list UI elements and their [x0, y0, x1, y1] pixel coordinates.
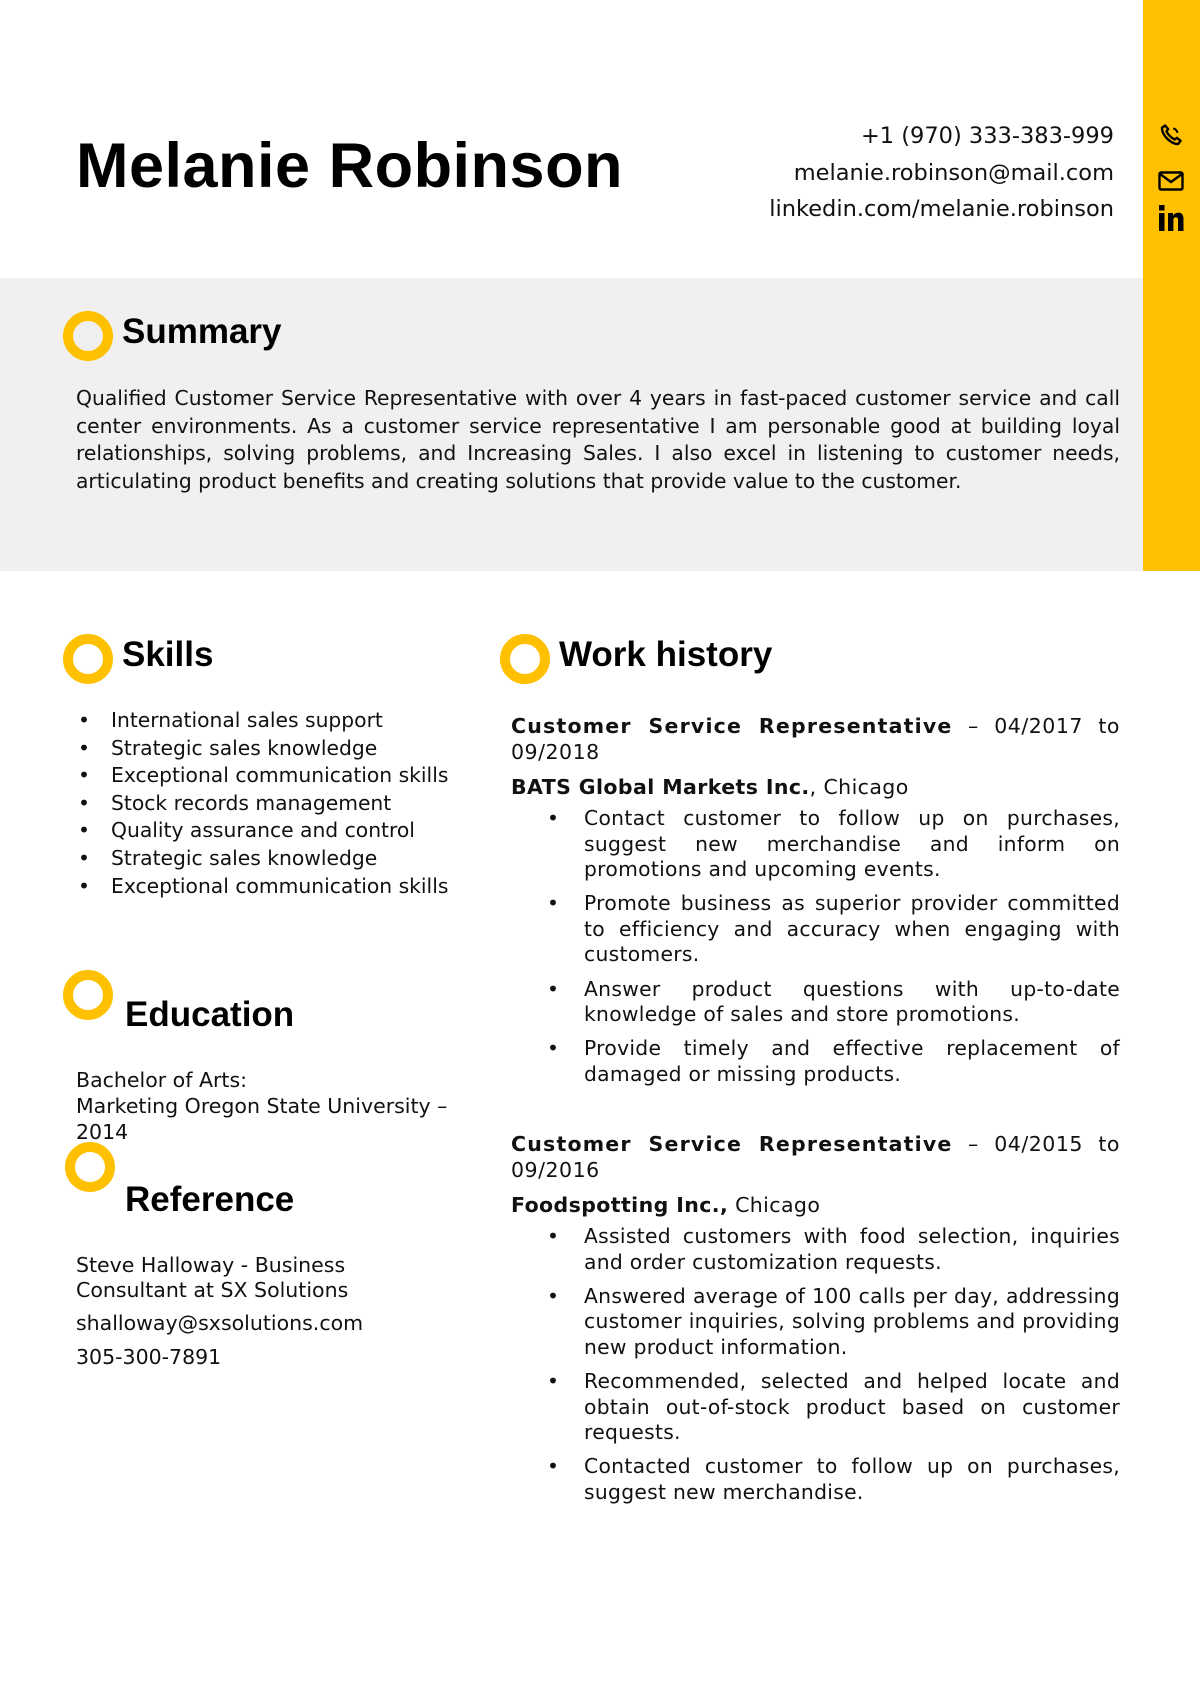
skill-item: • Quality assurance and control [78, 817, 452, 845]
job-bullet: • Answer product questions with up-to-date knowledge of sales and store promotions. [547, 977, 1120, 1028]
job-dates: – 04/2017 to 09/2018 [511, 714, 1120, 764]
email-address[interactable]: melanie.robinson@mail.com [793, 159, 1114, 186]
envelope-icon [1148, 165, 1193, 197]
education-heading: Education [125, 995, 295, 1034]
reference-email[interactable]: shalloway@sxsolutions.com [76, 1311, 364, 1335]
reference-name: Steve Halloway - Business Consultant at SX Solutions [76, 1253, 349, 1302]
job-title-line [511, 1131, 1120, 1183]
accent-sidebar [1143, 0, 1200, 571]
job-location: , Chicago [809, 775, 909, 799]
job-bullet: • Contacted customer to follow up on purchases, suggest new merchandise. [547, 1454, 1120, 1505]
candidate-name: Melanie Robinson [76, 131, 624, 201]
linkedin-icon [1148, 202, 1193, 234]
job-company-line [511, 774, 1120, 800]
skill-item: • Strategic sales knowledge [78, 845, 452, 873]
skill-item: • Exceptional communication skills [78, 873, 452, 901]
contact-info [769, 118, 1114, 228]
skills-ring-icon [63, 634, 113, 684]
job-bullet: • Recommended, selected and helped locate and obtain out-of-stock product based on customer requests. [547, 1369, 1120, 1446]
job-bullets [547, 806, 1120, 1087]
education-school: Marketing Oregon State University – 2014 [76, 1094, 448, 1144]
education-details [76, 1067, 456, 1145]
phone-number[interactable]: +1 (970) 333-383-999 [860, 123, 1114, 149]
job-entry [511, 713, 1120, 1096]
job-bullet: • Answered average of 100 calls per day, addressing customer inquiries, solving problems and providing new product information. [547, 1284, 1120, 1361]
summary-heading: Summary [122, 312, 282, 351]
job-bullet: • Assisted customers with food selection, inquiries and order customization requests. [547, 1224, 1120, 1275]
job-company-line [511, 1192, 1120, 1218]
linkedin-url[interactable]: linkedin.com/melanie.robinson [769, 196, 1114, 222]
job-entry [511, 1131, 1120, 1514]
reference-heading: Reference [125, 1180, 295, 1219]
summary-text: Qualified Customer Service Representative with over 4 years in fast-paced customer service and call center environments. As a customer service representative I am personable good at building loyal relationships, solving problems, and Increasing Sales. I also excel in listening to customer needs, articulating product benefits and creating solutions that provide value to the customer. [76, 386, 1120, 493]
job-title-line [511, 713, 1120, 765]
reference-phone[interactable]: 305-300-7891 [76, 1345, 222, 1369]
job-title: Customer Service Representative [511, 1132, 953, 1156]
job-title: Customer Service Representative [511, 714, 953, 738]
job-company: BATS Global Markets Inc. [511, 775, 810, 799]
skill-item: • Strategic sales knowledge [78, 735, 452, 763]
reference-ring-icon [65, 1142, 115, 1192]
skill-item: • Exceptional communication skills [78, 762, 452, 790]
skills-list [78, 707, 452, 900]
job-company: Foodspotting Inc., [511, 1193, 729, 1217]
skill-item: • International sales support [78, 707, 452, 735]
education-ring-icon [63, 970, 113, 1020]
job-dates: – 04/2015 to 09/2016 [511, 1132, 1120, 1182]
work-history-ring-icon [500, 634, 550, 684]
work-history-heading: Work history [559, 635, 773, 674]
education-degree: Bachelor of Arts: [76, 1068, 248, 1092]
job-bullet: • Contact customer to follow up on purchases, suggest new merchandise and inform on promotions and upcoming events. [547, 806, 1120, 883]
phone-icon [1148, 119, 1193, 151]
reference-block [76, 1253, 456, 1370]
job-bullets [547, 1224, 1120, 1505]
summary-ring-icon [63, 311, 113, 361]
job-bullet: • Promote business as superior provider committed to efficiency and accuracy when engaging with customers. [547, 891, 1120, 968]
skills-heading: Skills [122, 635, 214, 674]
skill-item: • Stock records management [78, 790, 452, 818]
job-location: Chicago [728, 1193, 821, 1217]
job-bullet: • Provide timely and effective replacement of damaged or missing products. [547, 1036, 1120, 1087]
